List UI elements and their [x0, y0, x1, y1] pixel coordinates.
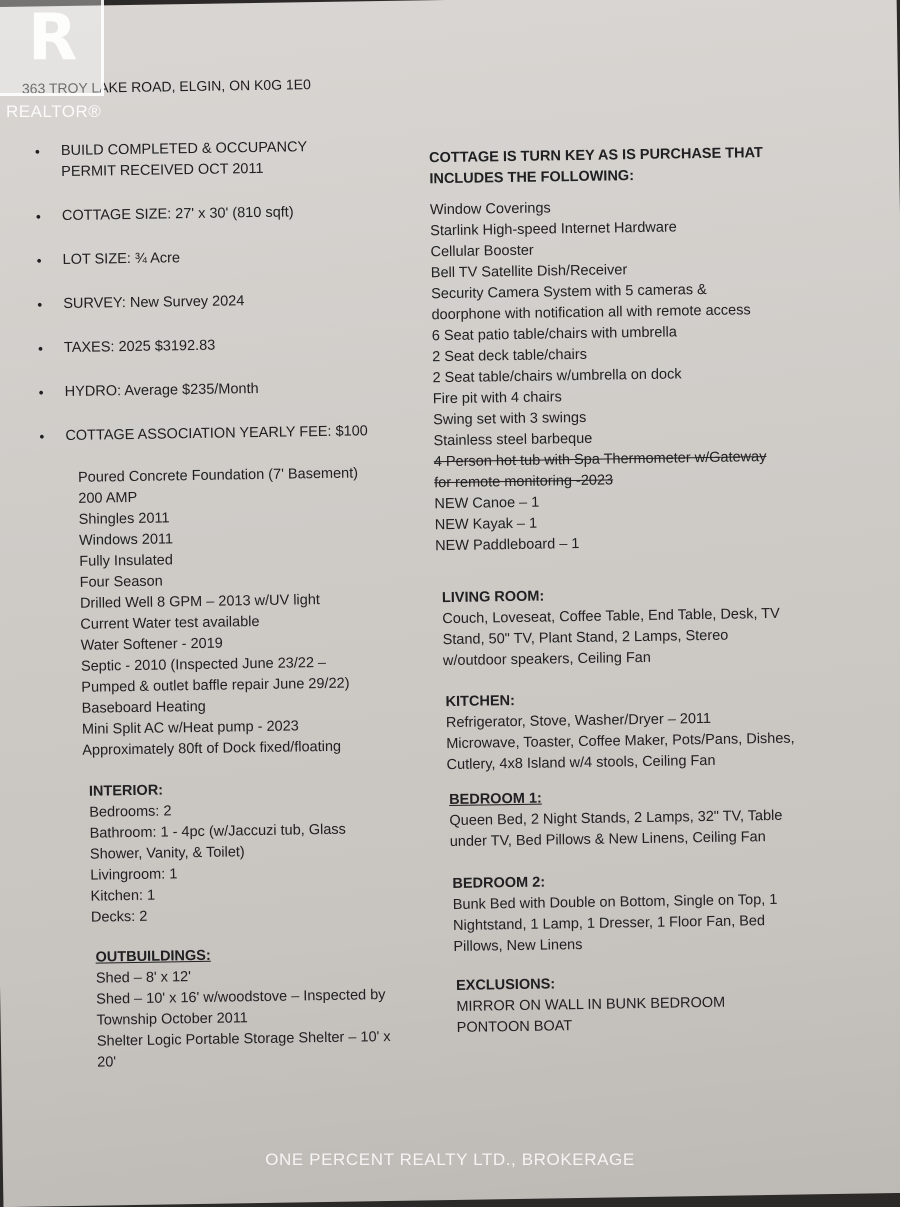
new-item: NEW Canoe – 1 — [434, 494, 540, 513]
feature-item: Fully Insulated — [79, 552, 173, 570]
turnkey-item: Cellular Booster — [430, 242, 534, 261]
new-item: NEW Paddleboard – 1 — [435, 535, 580, 555]
interior-line: Shower, Vanity, & Toilet) — [89, 844, 245, 863]
turnkey-item: Stainless steel barbeque — [433, 430, 593, 450]
turnkey-item: Fire pit with 4 chairs — [432, 389, 562, 408]
feature-item: Pumped & outlet baffle repair June 29/22) — [81, 675, 350, 696]
turnkey-item: Security Camera System with 5 cameras & — [431, 281, 707, 303]
new-item: NEW Kayak – 1 — [434, 515, 538, 534]
bedroom1-heading: BEDROOM 1: — [449, 790, 542, 809]
kitchen-line: Refrigerator, Stove, Washer/Dryer – 2011 — [445, 710, 712, 732]
outbuildings-heading: OUTBUILDINGS: — [95, 947, 211, 966]
bedroom2-section — [452, 869, 778, 958]
property-address: 363 TROY LAKE ROAD, ELGIN, ON K0G 1E0 — [21, 76, 311, 97]
feature-item: Baseboard Heating — [81, 698, 206, 717]
turnkey-item: 2 Seat table/chairs w/umbrella on dock — [432, 366, 682, 387]
interior-line: Kitchen: 1 — [90, 887, 156, 905]
key-facts-list — [35, 136, 400, 471]
fact-association-fee: • COTTAGE ASSOCIATION YEARLY FEE: $100 — [39, 421, 399, 448]
fact-hydro: • HYDRO: Average $235/Month — [39, 377, 399, 404]
interior-line: Bathroom: 1 - 4pc (w/Jaccuzi tub, Glass — [89, 821, 346, 842]
turnkey-item: Starlink High-speed Internet Hardware — [430, 219, 677, 240]
interior-line: Decks: 2 — [90, 908, 148, 926]
living-room-heading: LIVING ROOM: — [441, 588, 545, 607]
fact-build-completed: • BUILD COMPLETED & OCCUPANCY PERMIT RECEIVED OCT 2011 — [35, 136, 362, 183]
feature-item: Septic - 2010 (Inspected June 23/22 – — [80, 654, 327, 675]
interior-line: Livingroom: 1 — [90, 866, 178, 884]
realtor-wordmark: REALTOR® — [6, 102, 102, 121]
outbuilding-line: Shed – 8' x 12' — [95, 969, 192, 987]
outbuildings-section — [95, 943, 391, 1074]
feature-item: Poured Concrete Foundation (7' Basement) — [77, 465, 359, 486]
exclusion-line: MIRROR ON WALL IN BUNK BEDROOM — [456, 994, 726, 1015]
bedroom1-section — [449, 785, 783, 853]
feature-item: Approximately 80ft of Dock fixed/floating — [82, 738, 342, 759]
turnkey-item: Swing set with 3 swings — [433, 409, 587, 429]
turnkey-heading: COTTAGE IS TURN KEY AS IS PURCHASE THAT — [428, 145, 763, 167]
turnkey-item: doorphone with notification all with remote access — [431, 302, 751, 324]
fact-cottage-size: • COTTAGE SIZE: 27' x 30' (810 sqft) — [36, 201, 396, 228]
kitchen-section — [445, 687, 795, 776]
turnkey-section — [429, 143, 769, 557]
bedroom2-heading: BEDROOM 2: — [452, 874, 546, 892]
feature-item: Drilled Well 8 GPM – 2013 w/UV light — [79, 592, 321, 612]
feature-item: Four Season — [79, 573, 163, 591]
bedroom2-line: Nightstand, 1 Lamp, 1 Dresser, 1 Floor Fan, Bed — [452, 913, 766, 934]
bedroom2-line: Pillows, New Linens — [453, 936, 583, 955]
bedroom1-line: Queen Bed, 2 Night Stands, 2 Lamps, 32" TV, Table — [449, 807, 783, 830]
interior-heading: INTERIOR: — [88, 782, 164, 800]
kitchen-line: Microwave, Toaster, Coffee Maker, Pots/Pans, Dishes, — [446, 730, 795, 753]
outbuilding-line: 20' — [97, 1054, 117, 1071]
interior-section — [89, 778, 348, 929]
feature-item: Mini Split AC w/Heat pump - 2023 — [81, 718, 299, 738]
exclusion-line: PONTOON BOAT — [456, 1018, 573, 1036]
kitchen-heading: KITCHEN: — [445, 692, 516, 711]
brokerage-watermark: ONE PERCENT REALTY LTD., BROKERAGE — [265, 1150, 635, 1169]
kitchen-line: Cutlery, 4x8 Island w/4 stools, Ceiling Fan — [446, 752, 716, 774]
outbuilding-line: Shelter Logic Portable Storage Shelter – 10' x — [96, 1028, 391, 1050]
turnkey-item: Bell TV Satellite Dish/Receiver — [430, 262, 628, 282]
feature-item: Current Water test available — [80, 613, 260, 633]
turnkey-item: Window Coverings — [429, 200, 551, 219]
feature-item: Shingles 2011 — [78, 510, 170, 528]
bedroom2-line: Bunk Bed with Double on Bottom, Single on Top, 1 — [452, 891, 778, 913]
features-list — [78, 463, 363, 761]
struck-hot-tub-line-2: for remote monitoring -2023 — [434, 472, 614, 492]
living-room-line: Stand, 50" TV, Plant Stand, 2 Lamps, Stereo — [442, 627, 729, 649]
outbuilding-line: Shed – 10' x 16' w/woodstove – Inspected by — [96, 987, 386, 1008]
living-room-line: w/outdoor speakers, Ceiling Fan — [442, 649, 652, 670]
turnkey-item: 6 Seat patio table/chairs with umbrella — [431, 324, 677, 345]
realtor-logo — [0, 0, 104, 96]
fact-lot-size: • LOT SIZE: ¾ Acre — [36, 245, 396, 272]
living-room-section — [442, 583, 781, 672]
fact-taxes: • TAXES: 2025 $3192.83 — [38, 333, 398, 360]
feature-item: Windows 2011 — [78, 531, 174, 549]
struck-hot-tub-line: 4 Person hot tub with Spa Thermometer w/Gateway — [433, 449, 767, 471]
bedroom1-line: under TV, Bed Pillows & New Linens, Ceiling Fan — [449, 829, 766, 851]
fact-survey: • SURVEY: New Survey 2024 — [37, 289, 397, 316]
exclusions-section — [456, 972, 726, 1039]
interior-line: Bedrooms: 2 — [89, 803, 172, 821]
exclusions-heading: EXCLUSIONS: — [455, 976, 556, 994]
outbuilding-line: Township October 2011 — [96, 1010, 248, 1029]
turnkey-item: 2 Seat deck table/chairs — [432, 346, 588, 366]
turnkey-heading-2: INCLUDES THE FOLLOWING: — [429, 168, 635, 188]
living-room-line: Couch, Loveseat, Coffee Table, End Table, Desk, TV — [442, 605, 780, 628]
feature-item: 200 AMP — [78, 489, 138, 507]
realtor-r-icon: R — [28, 1, 78, 75]
feature-item: Water Softener - 2019 — [80, 635, 223, 654]
